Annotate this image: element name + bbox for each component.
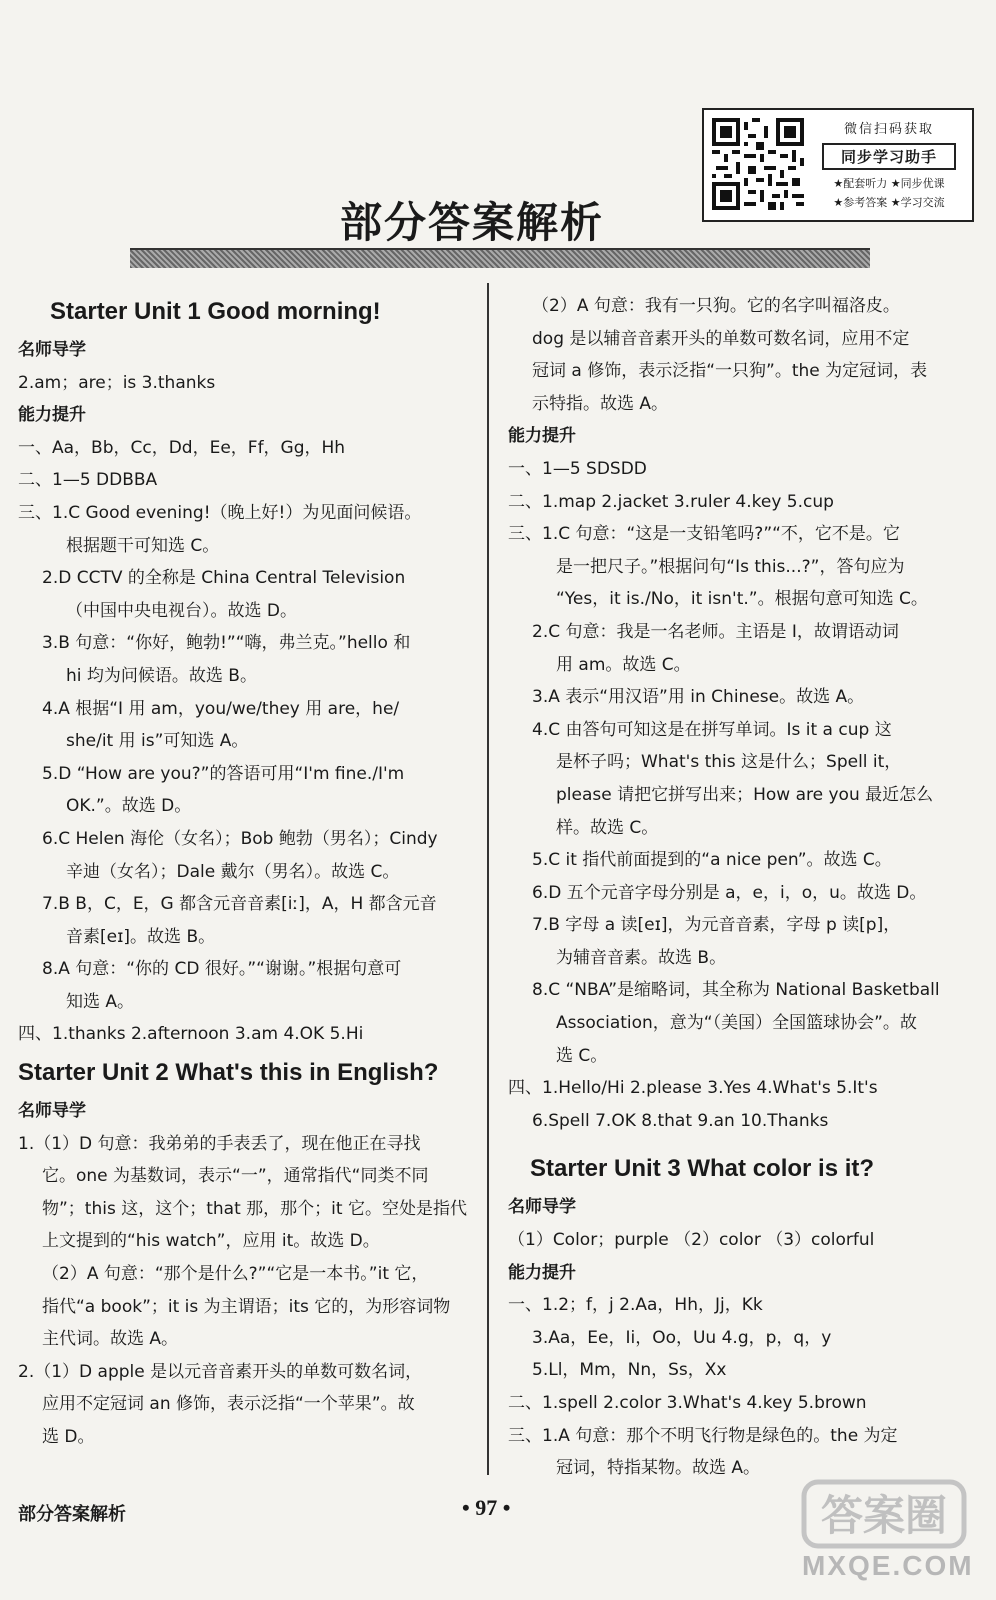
answer-line: 辛迪（女名）；Dale 戴尔（男名）。故选 C。 (66, 861, 400, 882)
answer-line: 主代词。故选 A。 (42, 1329, 179, 1350)
watermark-url: MXQE.COM (802, 1550, 974, 1581)
answer-line: Association，意为“（美国）全国篮球协会”。故 (556, 1013, 917, 1034)
answer-line: she/it 用 is”可知选 A。 (66, 731, 249, 752)
answer-line: 冠词，特指某物。故选 A。 (556, 1458, 761, 1479)
section-label: 名师导学 (508, 1197, 576, 1218)
answer-line: 是一把尺子。”根据问句“Is this...?”，答句应为 (556, 556, 905, 577)
answer-line: dog 是以辅音音素开头的单数可数名词，应用不定 (532, 328, 910, 349)
answer-line: 三、1.C Good evening!（晚上好!）为见面问候语。 (18, 502, 422, 523)
answer-line: 6.Spell 7.OK 8.that 9.an 10.Thanks (532, 1110, 829, 1131)
section-label: 名师导学 (18, 1101, 86, 1122)
section-label: 能力提升 (508, 426, 576, 447)
answer-line: 7.B 字母 a 读[eɪ]，为元音音素，字母 p 读[p]， (532, 915, 901, 936)
answer-line: 指代“a book”；it is 为主谓语；its 它的，为形容词物 (42, 1296, 451, 1317)
section-label: 能力提升 (18, 405, 86, 426)
answer-line: 3.Aa，Ee，Ii，Oo，Uu 4.g，p，q，y (532, 1327, 832, 1348)
answer-line: 2.D CCTV 的全称是 China Central Television (42, 568, 406, 589)
answer-line: “Yes，it is./No，it isn't.”。根据句意可知选 C。 (556, 589, 928, 610)
unit-heading: Starter Unit 1 Good morning! (50, 298, 381, 325)
answer-line: 选 D。 (42, 1427, 95, 1447)
right-column (508, 290, 963, 1485)
answer-line: （2）A 句意：我有一只狗。它的名字叫福洛皮。 (532, 296, 900, 316)
answer-line: 8.A 句意：“你的 CD 很好。”“谢谢。”根据句意可 (42, 959, 402, 980)
answer-line: （2）A 句意：“那个是什么?”“它是一本书。”it 它， (42, 1264, 429, 1285)
answer-line: 上文提到的“his watch”，应用 it。故选 D。 (42, 1231, 380, 1252)
answer-line: 6.C Helen 海伦（女名）；Bob 鲍勃（男名）；Cindy (42, 828, 438, 849)
page-title: 部分答案解析 (340, 198, 605, 247)
answer-line: 5.D “How are you?”的答语可用“I'm fine./I'm (42, 763, 405, 784)
answer-line: 知选 A。 (66, 991, 135, 1012)
answer-line: （1）Color；purple （2）color （3）colorful (508, 1230, 875, 1251)
answer-line: 4.A 根据“I 用 am，you/we/they 用 are，he/ (42, 698, 400, 719)
watermark-logo-text: 答案圈 (820, 1491, 948, 1540)
answer-line: 3.B 句意：“你好，鲍勃!”“嗨，弗兰克。”hello 和 (42, 633, 411, 654)
answer-line: please 请把它拼写出来；How are you 最近怎么 (556, 784, 934, 805)
answer-line: 4.C 由答句可知这是在拼写单词。Is it a cup 这 (532, 719, 892, 740)
answer-line: （中国中央电视台）。故选 D。 (66, 600, 297, 621)
footer-title: 部分答案解析 (18, 1504, 126, 1525)
answer-line: 二、1.map 2.jacket 3.ruler 4.key 5.cup (508, 491, 834, 512)
answer-line: 2.（1）D apple 是以元音音素开头的单数可数名词， (18, 1361, 423, 1382)
answer-line: 冠词 a 修饰，表示泛指“一只狗”。the 为定冠词，表 (532, 361, 928, 382)
unit-heading: Starter Unit 3 What color is it? (530, 1155, 875, 1183)
answer-line: 是杯子吗；What's this 这是什么；Spell it， (556, 752, 902, 773)
answer-line: 根据题干可知选 C。 (66, 535, 220, 556)
answer-line: 应用不定冠词 an 修饰，表示泛指“一个苹果”。故 (42, 1394, 415, 1415)
answer-line: 2.am；are；is 3.thanks (18, 372, 216, 393)
answer-line: 用 am。故选 C。 (556, 654, 691, 675)
answer-line: 二、1.spell 2.color 3.What's 4.key 5.brown (508, 1393, 867, 1413)
answer-line: 音素[eɪ]。故选 B。 (66, 926, 216, 947)
answer-line: OK.”。故选 D。 (66, 796, 192, 817)
answer-line: 一、Aa，Bb，Cc，Dd，Ee，Ff，Gg，Hh (18, 437, 346, 458)
answer-line: 2.C 句意：我是一名老师。主语是 I，故谓语动词 (532, 621, 899, 642)
answer-line: 四、1.Hello/Hi 2.please 3.Yes 4.What's 5.It's (508, 1078, 878, 1099)
qr-text (812, 116, 966, 210)
answer-line: 样。故选 C。 (556, 817, 659, 838)
qr-feature-line-2: ★参考答案 ★学习交流 (833, 196, 945, 209)
qr-badge: 同步学习助手 (822, 143, 956, 170)
answer-line: 物”；this 这，这个；that 那，那个；it 它。空处是指代 (42, 1198, 467, 1219)
answer-line: 5.Ll，Mm，Nn，Ss，Xx (532, 1360, 727, 1381)
answer-line: 一、1—5 SDSDD (508, 458, 647, 479)
column-divider (487, 283, 489, 1475)
page-number: • 97 • (462, 1495, 511, 1520)
answer-line: 它。one 为基数词，表示“一”，通常指代“同类不同 (42, 1166, 429, 1187)
answer-line: 示特指。故选 A。 (532, 393, 669, 414)
left-column (18, 290, 478, 1454)
answer-line: 一、1.2；f，j 2.Aa，Hh，Jj，Kk (508, 1295, 763, 1316)
answer-line: 二、1—5 DDBBA (18, 470, 158, 491)
qr-caption: 微信扫码获取 (843, 122, 934, 137)
section-label: 能力提升 (508, 1262, 576, 1283)
answer-line: 选 C。 (556, 1045, 608, 1066)
answer-line: 1.（1）D 句意：我弟弟的手表丢了，现在他正在寻找 (18, 1133, 421, 1154)
answer-line: 为辅音音素。故选 B。 (556, 947, 727, 968)
qr-feature-line-1: ★配套听力 ★同步优课 (833, 177, 945, 190)
answer-line: 7.B B，C，E，G 都含元音音素[iː]，A，H 都含元音 (42, 894, 437, 915)
section-label: 名师导学 (18, 340, 86, 360)
answer-line: 3.A 表示“用汉语”用 in Chinese。故选 A。 (532, 687, 865, 708)
answer-line: 8.C “NBA”是缩略词，其全称为 National Basketball (532, 980, 940, 1001)
answer-line: hi 均为问候语。故选 B。 (66, 665, 257, 686)
qr-code-panel (702, 108, 974, 222)
qr-code-icon (712, 118, 804, 210)
answer-line: 三、1.A 句意：那个不明飞行物是绿色的。the 为定 (508, 1425, 898, 1446)
unit-heading: Starter Unit 2 What's this in English? (18, 1059, 439, 1087)
answer-line: 5.C it 指代前面提到的“a nice pen”。故选 C。 (532, 850, 892, 871)
answer-line: 四、1.thanks 2.afternoon 3.am 4.OK 5.Hi (18, 1024, 364, 1045)
answer-line: 6.D 五个元音字母分别是 a，e，i，o，u。故选 D。 (532, 882, 927, 903)
answer-line: 三、1.C 句意：“这是一支铅笔吗?”“不，它不是。它 (508, 524, 900, 545)
title-decoration-bar (130, 248, 870, 268)
